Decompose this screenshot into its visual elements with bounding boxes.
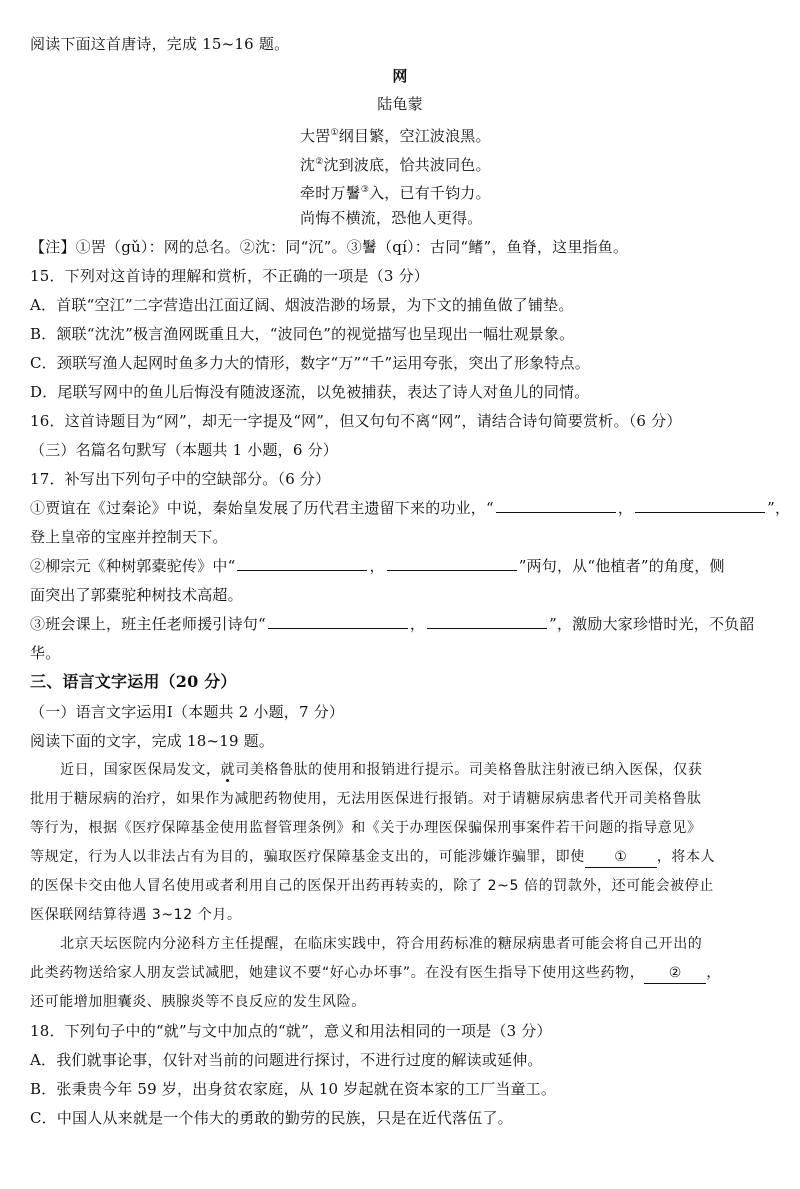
reading-intro-2: 阅读下面的文字，完成 18~19 题。 [30, 732, 275, 750]
section-heading-dictation: （三）名篇名句默写（本题共 1 小题，6 分） [30, 441, 338, 459]
poem-note: 【注】①罟（gǔ）：网的总名。②沈：同“沉”。③鬐（qí）：古同“鳍”，鱼脊，这里指鱼。 [30, 238, 629, 256]
question-15-option-d: D．尾联写网中的鱼儿后悔没有随波逐流，以免被捕获，表达了诗人对鱼儿的同情。 [30, 383, 590, 401]
passage-line: 批用于糖尿病的治疗，如果作为减肥药物使用，无法用医保进行报销。对于请糖尿病患者代开司美格鲁肽 [30, 791, 702, 807]
passage-line: 的医保卡交由他人冒名使用或者利用自己的医保开出药再转卖的，除了 2~5 倍的罚款外，还可能会被停止 [30, 878, 714, 894]
passage-blank-2[interactable]: ② [644, 963, 706, 984]
question-15-stem: 15．下列对这首诗的理解和赏析，不正确的一项是（3 分） [30, 267, 430, 285]
poem-line: 沈②沈到波底，恰共波同色。 [300, 156, 491, 174]
passage-line: 等行为，根据《医疗保障基金使用监督管理条例》和《关于办理医保骗保刑事案件若干问题的指导意见》 [30, 820, 702, 836]
poem-title: 网 [392, 67, 408, 85]
answer-blank[interactable] [496, 498, 616, 513]
question-16: 16．这首诗题目为“网”，却无一字提及“网”，但又句句不离“网”，请结合诗句简要赏析。（6 分） [30, 412, 682, 430]
poem-line: 牵时万鬐③入，已有千钧力。 [300, 184, 491, 202]
question-17-item-3: ③班会课上，班主任老师援引诗句“ ， ”，激励大家珍惜时光，不负韶 [30, 615, 755, 633]
poem-line: 尚悔不横流，恐他人更得。 [300, 209, 483, 227]
answer-blank[interactable] [427, 614, 547, 629]
answer-blank[interactable] [268, 614, 408, 629]
question-18-option-a: A．我们就事论事，仅针对当前的问题进行探讨，不进行过度的解读或延伸。 [30, 1051, 543, 1069]
passage-line: 还可能增加胆囊炎、胰腺炎等不良反应的发生风险。 [30, 994, 366, 1010]
poem-author: 陆龟蒙 [377, 95, 423, 113]
passage-blank-1[interactable]: ① [585, 847, 657, 868]
answer-blank[interactable] [387, 556, 517, 571]
part-3-heading: 三、语言文字运用（20 分） [30, 672, 237, 691]
question-17-item-1: ①贾谊在《过秦论》中说，秦始皇发展了历代君主遗留下来的功业，“ ， ”， [30, 499, 791, 517]
poem-line: 大罟①纲目繁，空江波浪黑。 [300, 127, 491, 145]
question-17-item-1-cont: 登上皇帝的宝座并控制天下。 [30, 528, 228, 546]
answer-blank[interactable] [635, 498, 765, 513]
subsection-heading: （一）语言文字运用Ⅰ（本题共 2 小题，7 分） [30, 703, 345, 721]
passage-line: 北京天坛医院内分泌科方主任提醒，在临床实践中，符合用药标准的糖尿病患者可能会将自己开出的 [60, 936, 703, 952]
question-18-option-c: C．中国人从来就是一个伟大的勇敢的勤劳的民族，只是在近代落伍了。 [30, 1109, 513, 1127]
question-17-stem: 17．补写出下列句子中的空缺部分。（6 分） [30, 470, 331, 488]
dotted-character: 就 [220, 762, 236, 778]
question-18-option-b: B．张秉贵今年 59 岁，出身贫农家庭，从 10 岁起就在资本家的工厂当童工。 [30, 1080, 557, 1098]
question-15-option-a: A．首联“空江”二字营造出江面辽阔、烟波浩渺的场景，为下文的捕鱼做了铺垫。 [30, 296, 574, 314]
reading-intro: 阅读下面这首唐诗，完成 15~16 题。 [30, 35, 290, 53]
question-17-item-2: ②柳宗元《种树郭橐驼传》中“ ， ”两句，从“他植者”的角度，侧 [30, 557, 725, 575]
question-18-stem: 18．下列句子中的“就”与文中加点的“就”，意义和用法相同的一项是（3 分） [30, 1022, 552, 1040]
question-17-item-2-cont: 面突出了郭橐驼种树技术高超。 [30, 586, 243, 604]
passage-line: 等规定，行为人以非法占有为目的，骗取医疗保障基金支出的，可能涉嫌诈骗罪，即使 ① ，将本人 [30, 847, 715, 868]
question-15-option-b: B．颔联“沈沈”极言渔网既重且大，“波同色”的视觉描写也呈现出一幅壮观景象。 [30, 325, 575, 343]
answer-blank[interactable] [237, 556, 367, 571]
passage-line: 医保联网结算待遇 3~12 个月。 [30, 907, 242, 923]
passage-line: 此类药物送给家人朋友尝试减肥，她建议不要“好心办坏事”。在没有医生指导下使用这些药物， ② ， [30, 963, 721, 984]
question-17-item-3-cont: 华。 [30, 644, 61, 662]
question-15-option-c: C．颈联写渔人起网时鱼多力大的情形，数字“万”“千”运用夸张，突出了形象特点。 [30, 354, 590, 372]
passage-line: 近日，国家医保局发文，就司美格鲁肽的使用和报销进行提示。司美格鲁肽注射液已纳入医保，仅获 [60, 762, 703, 778]
